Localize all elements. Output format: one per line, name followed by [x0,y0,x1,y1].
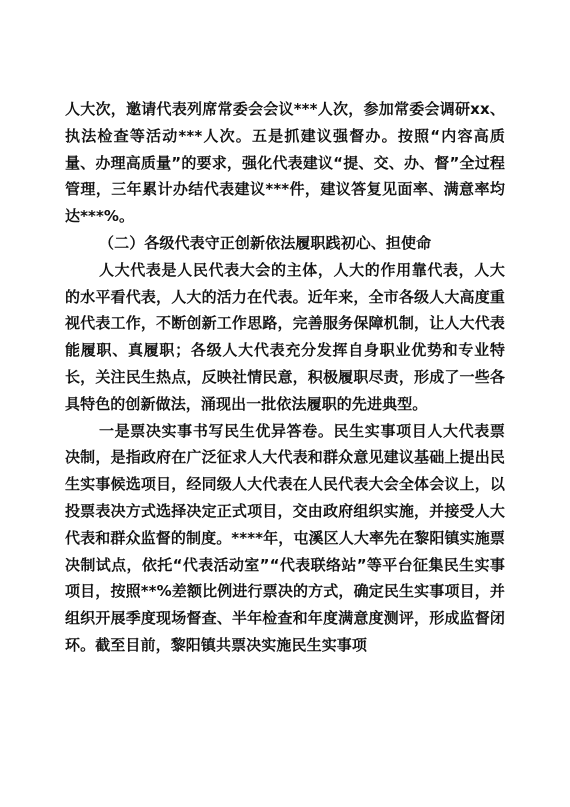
document-body [65,96,505,659]
body-paragraph: 一是票决实事书写民生优异答卷。民生实事项目人大代表票决制，是指政府在广泛征求人大代表和群众意见建议基础上提出民生实事候选项目，经同级人大代表在人民代表大会全体会议上，以投票表决方式选择决定正式项目，交由政府组织实施，并接受人大代表和群众监督的制度。****年，屯溪区人大率先在黎阳镇实施票决制试点，依托“代表活动室”“代表联络站”等平台征集民生实事项目，按照**%差额比例进行票决的方式，确定民生实事项目，并组织开展季度现场督查、半年检查和年度满意度测评，形成监督闭环。截至目前，黎阳镇共票决实施民生实事项 [65,421,505,654]
body-paragraph: 人大代表是人民代表大会的主体，人大的作用靠代表，人大的水平看代表，人大的活力在代表。近年来，全市各级人大高度重视代表工作，不断创新工作思路，完善服务保障机制，让人大代表能履职、真履职；各级人大代表充分发挥自身职业优势和专业特长，关注民生热点，反映社情民意，积极履职尽责，形成了一些各具特色的创新做法，涌现出一批依法履职的先进典型。 [65,260,505,413]
section-heading: （二）各级代表守正创新依法履职践初心、担使命 [99,233,432,252]
body-paragraph: 人大次，邀请代表列席常委会会议***人次，参加常委会调研xx、执法检查等活动***人次。五是抓建议强督办。按照“内容高质量、办理高质量”的要求，强化代表建议“提、交、办、督”全过程管理，三年累计办结代表建议***件，建议答复见面率、满意率均达***%。 [65,100,505,226]
